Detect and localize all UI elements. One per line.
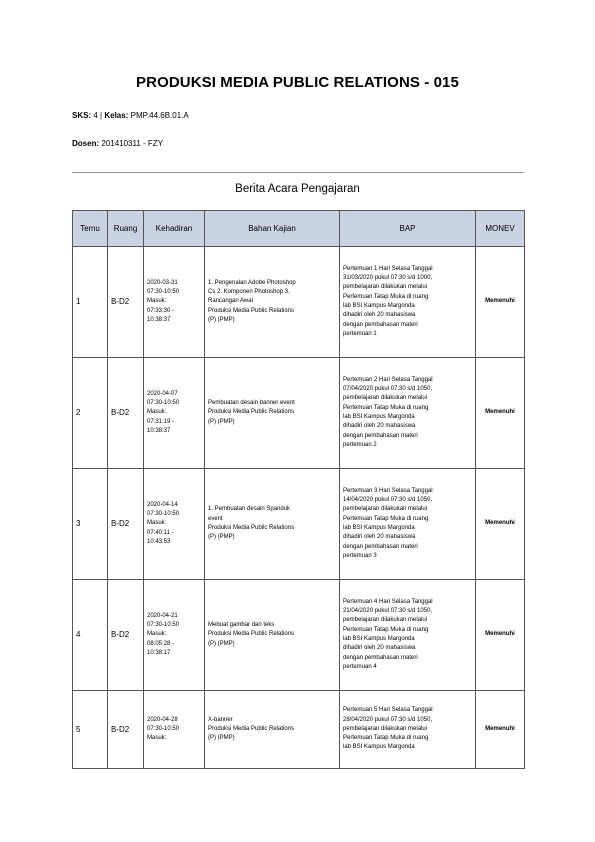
cell-bahan-kajian-line: Produksi Media Public Relations bbox=[208, 409, 295, 416]
cell-kehadiran-line: 10:38:17 bbox=[147, 649, 171, 656]
cell-bahan-kajian bbox=[205, 247, 340, 358]
cell-kehadiran-line: 10:43:53 bbox=[147, 538, 171, 545]
cell-kehadiran-line: 08:05:28 - bbox=[147, 640, 175, 647]
column-header-bap: BAP bbox=[340, 211, 476, 247]
cell-bap bbox=[340, 691, 476, 769]
cell-bahan-kajian-line: Produksi Media Public Relations bbox=[208, 525, 295, 531]
cell-kehadiran-line: 07:40:11 - bbox=[147, 529, 174, 536]
cell-kehadiran-line: 2020-04-07 bbox=[147, 390, 178, 397]
cell-bap-line: 14/04/2020 pukul 07:30 s/d 1050, bbox=[343, 497, 433, 504]
cell-bap-line: dihadiri oleh 20 mahasiswa bbox=[343, 645, 416, 652]
cell-bap-line: Pertemuan 5 Hari Selasa Tanggal bbox=[343, 707, 433, 714]
cell-kehadiran-line: 2020-04-21 bbox=[147, 612, 178, 619]
cell-bap-line: dengan pembahasan materi bbox=[343, 654, 418, 661]
teaching-record-table bbox=[72, 210, 525, 769]
cell-bap-line: pembelajaran dilakukan melalui bbox=[343, 617, 428, 624]
cell-kehadiran bbox=[144, 691, 205, 769]
cell-ruang: B-D2 bbox=[108, 247, 144, 358]
column-header-temu: Temu bbox=[73, 211, 108, 247]
column-header-bahan-kajian: Bahan Kajian bbox=[205, 211, 340, 247]
cell-kehadiran-line: 07:30-10:50 bbox=[147, 289, 180, 296]
cell-kehadiran-line: 07:30-10:50 bbox=[147, 511, 180, 518]
cell-bahan-kajian-line: (P) (PMP) bbox=[208, 640, 235, 647]
kelas-value: PMP.44.6B.01.A bbox=[130, 111, 189, 120]
cell-monev: Memenuhi bbox=[476, 247, 525, 358]
separator: | bbox=[100, 111, 103, 120]
cell-bahan-kajian-line: (P) (PMP) bbox=[208, 534, 235, 541]
column-header-kehadiran: Kehadiran bbox=[144, 211, 205, 247]
cell-bap-line: Pertemuan Tatap Muka di ruang bbox=[343, 293, 429, 300]
cell-bahan-kajian-line: 1. Pengenalan Adobe Photoshop bbox=[208, 279, 296, 286]
cell-bahan-kajian-line: X-banner bbox=[208, 716, 233, 723]
cell-kehadiran-line: 07:30-10:50 bbox=[147, 400, 180, 407]
cell-bahan-kajian bbox=[205, 691, 340, 769]
cell-bahan-kajian bbox=[205, 358, 340, 469]
cell-monev: Memenuhi bbox=[476, 580, 525, 691]
cell-bahan-kajian-line: (P) (PMP) bbox=[208, 316, 235, 323]
cell-kehadiran-line: 07:31:19 - bbox=[147, 418, 175, 425]
cell-kehadiran-line: 2020-04-14 bbox=[147, 501, 178, 508]
cell-bap-line: 28/04/2020 pukul 07:30 s/d 1050, bbox=[343, 716, 433, 723]
cell-bahan-kajian-line: Produksi Media Public Relations bbox=[208, 631, 295, 638]
cell-kehadiran-line: 2020-04-28 bbox=[147, 716, 178, 723]
cell-temu: 1 bbox=[73, 247, 108, 358]
cell-monev: Memenuhi bbox=[476, 469, 525, 580]
cell-bahan-kajian-line: (P) (PMP) bbox=[208, 418, 235, 425]
cell-kehadiran-line: 10:38:37 bbox=[147, 427, 171, 434]
cell-bahan-kajian-line: event bbox=[208, 515, 223, 522]
divider bbox=[72, 172, 524, 173]
cell-bap-line: Pertemuan Tatap Muka di ruang bbox=[343, 515, 429, 522]
cell-bahan-kajian-line: Produksi Media Public Relations bbox=[208, 725, 295, 732]
cell-kehadiran-line: Masuk: bbox=[147, 409, 167, 416]
cell-bap-line: 07/04/2020 pukul 07:30 s/d 1050, bbox=[343, 386, 433, 393]
cell-bahan-kajian-line: (P) (PMP) bbox=[208, 735, 235, 742]
cell-bap-line: Pertemuan 4 Hari Selasa Tanggal bbox=[343, 598, 433, 605]
cell-monev: Memenuhi bbox=[476, 691, 525, 769]
page-title: PRODUKSI MEDIA PUBLIC RELATIONS - 015 bbox=[136, 74, 459, 91]
section-title: Berita Acara Pengajaran bbox=[235, 183, 360, 195]
cell-bap-line: lab BSI Kampus Margonda bbox=[343, 636, 415, 642]
table-row bbox=[73, 580, 525, 691]
cell-bap-line: lab BSI Kampus Margonda bbox=[343, 744, 415, 751]
cell-bap-line: dengan pembahasan materi bbox=[343, 543, 418, 550]
cell-bap bbox=[340, 358, 476, 469]
cell-ruang: B-D2 bbox=[108, 691, 144, 769]
column-header-monev: MONEV bbox=[476, 211, 525, 247]
cell-monev: Memenuhi bbox=[476, 358, 525, 469]
cell-bap-line: pertemuan 1 bbox=[343, 330, 377, 337]
cell-bahan-kajian-line: 1. Pembuatan desain Spanduk bbox=[208, 506, 291, 513]
kelas-label: Kelas: bbox=[104, 111, 129, 120]
course-info bbox=[72, 111, 189, 120]
cell-bap-line: Pertemuan Tatap Muka di ruang bbox=[343, 735, 429, 742]
cell-bap-line: Pertemuan 1 Hari Selasa Tanggal bbox=[343, 265, 433, 272]
column-header-ruang: Ruang bbox=[108, 211, 144, 247]
cell-bap-line: dihadiri oleh 20 mahasiswa bbox=[343, 423, 416, 430]
cell-bap-line: 31/03/2020 pukul 07:30 s/d 1000, bbox=[343, 275, 433, 282]
cell-bap-line: pembelajaran dilakukan melalui bbox=[343, 284, 428, 291]
cell-bap-line: Pertemuan 3 Hari Selasa Tanggal bbox=[343, 487, 433, 494]
cell-bap-line: pertemuan 2 bbox=[343, 441, 377, 448]
table-row bbox=[73, 358, 525, 469]
cell-bahan-kajian-line: Rancangan Awal bbox=[208, 298, 253, 305]
cell-kehadiran-line: 07:30-10:50 bbox=[147, 622, 180, 629]
cell-bap-line: dengan pembahasan materi bbox=[343, 432, 418, 439]
cell-bap-line: Pertemuan 2 Hari Selasa Tanggal bbox=[343, 376, 433, 383]
sks-label: SKS: bbox=[72, 111, 92, 120]
cell-bap-line: lab BSI Kampus Margonda bbox=[343, 414, 415, 420]
table-row bbox=[73, 469, 525, 580]
cell-kehadiran-line: Masuk: bbox=[147, 735, 167, 742]
cell-bap-line: pertemuan 3 bbox=[343, 552, 377, 559]
cell-bap-line: 21/04/2020 pukul 07:30 s/d 1050, bbox=[343, 608, 433, 615]
table-row bbox=[73, 247, 525, 358]
dosen-value: 201410311 - FZY bbox=[101, 139, 164, 148]
cell-kehadiran bbox=[144, 358, 205, 469]
table-body bbox=[73, 247, 525, 769]
cell-bahan-kajian-line: Mebuat gambar dan teks bbox=[208, 622, 275, 629]
cell-kehadiran-line: Masuk: bbox=[147, 520, 167, 527]
cell-bahan-kajian-line: Cs 2. Komponen Photoshop 3. bbox=[208, 289, 290, 296]
cell-kehadiran-line: 07:30-10:50 bbox=[147, 725, 180, 732]
cell-bahan-kajian-line: Pembuatan desain banner event bbox=[208, 400, 295, 407]
cell-bap bbox=[340, 247, 476, 358]
cell-bap bbox=[340, 469, 476, 580]
cell-bap-line: lab BSI Kampus Margonda bbox=[343, 525, 415, 531]
cell-bap-line: Pertemuan Tatap Muka di ruang bbox=[343, 404, 429, 411]
cell-temu: 4 bbox=[73, 580, 108, 691]
cell-kehadiran-line: Masuk: bbox=[147, 298, 167, 305]
cell-bahan-kajian bbox=[205, 469, 340, 580]
cell-temu: 3 bbox=[73, 469, 108, 580]
cell-kehadiran bbox=[144, 580, 205, 691]
dosen-label: Dosen: bbox=[72, 139, 100, 148]
cell-bap-line: Pertemuan Tatap Muka di ruang bbox=[343, 626, 429, 633]
cell-kehadiran-line: 07:33:30 - bbox=[147, 307, 175, 314]
cell-bap bbox=[340, 580, 476, 691]
cell-bap-line: lab BSI Kampus Margonda bbox=[343, 303, 415, 309]
cell-bap-line: pertemuan 4 bbox=[343, 663, 377, 670]
cell-kehadiran bbox=[144, 247, 205, 358]
table-header-row bbox=[73, 211, 525, 247]
cell-kehadiran bbox=[144, 469, 205, 580]
cell-bahan-kajian bbox=[205, 580, 340, 691]
cell-ruang: B-D2 bbox=[108, 469, 144, 580]
cell-temu: 5 bbox=[73, 691, 108, 769]
cell-kehadiran-line: 2020-03-31 bbox=[147, 279, 178, 286]
cell-bap-line: dengan pembahasan materi bbox=[343, 321, 418, 328]
cell-bap-line: dihadiri oleh 20 mahasiswa bbox=[343, 534, 416, 541]
sks-value: 4 bbox=[93, 111, 98, 120]
cell-kehadiran-line: 10:38:37 bbox=[147, 316, 171, 323]
table-row bbox=[73, 691, 525, 769]
cell-ruang: B-D2 bbox=[108, 358, 144, 469]
cell-bap-line: dihadiri oleh 20 mahasiswa bbox=[343, 312, 416, 319]
cell-temu: 2 bbox=[73, 358, 108, 469]
lecturer-info bbox=[72, 139, 163, 148]
cell-bap-line: pembelajaran dilakukan melalui bbox=[343, 506, 428, 513]
cell-ruang: B-D2 bbox=[108, 580, 144, 691]
cell-bap-line: pembelajaran dilakukan melalui bbox=[343, 395, 428, 402]
cell-bap-line: pembelajaran dilakukan melalui bbox=[343, 725, 428, 732]
cell-kehadiran-line: Masuk: bbox=[147, 631, 167, 638]
cell-bahan-kajian-line: Produksi Media Public Relations bbox=[208, 307, 295, 314]
